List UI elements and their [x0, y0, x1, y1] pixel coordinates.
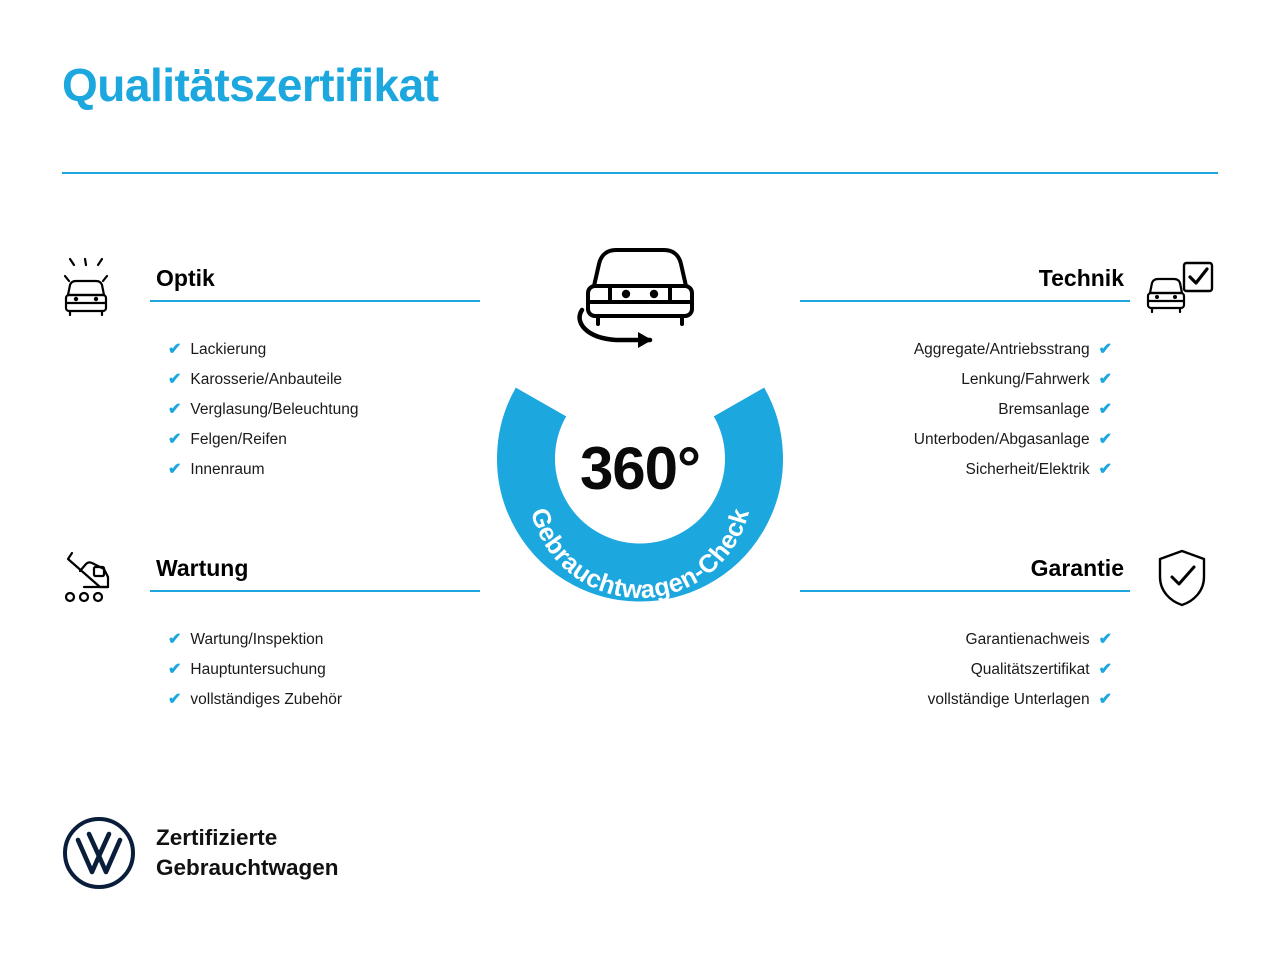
footer-text [156, 823, 339, 883]
section-technik [800, 255, 1220, 485]
check-icon: ✔ [168, 631, 182, 648]
section-garantie-title: Garantie [1030, 555, 1124, 582]
right-column [800, 255, 1220, 715]
section-technik-divider [800, 300, 1130, 302]
list-item-label: Unterboden/Abgasanlage [913, 431, 1090, 448]
list-item [808, 455, 1112, 485]
list-item [808, 335, 1112, 365]
section-wartung-divider [150, 590, 480, 592]
list-item [168, 335, 472, 365]
check-ring [480, 308, 800, 628]
car-checklist-icon [1144, 257, 1220, 319]
list-item-label: Bremsanlage [998, 401, 1090, 418]
list-item-label: Lenkung/Fahrwerk [961, 371, 1090, 388]
section-wartung-title-wrap [150, 556, 480, 599]
list-item [808, 365, 1112, 395]
section-technik-title: Technik [1038, 265, 1124, 292]
vw-logo [62, 816, 136, 890]
check-icon: ✔ [168, 691, 182, 708]
list-item-label: vollständige Unterlagen [927, 691, 1090, 708]
list-item-label: Qualitätszertifikat [970, 661, 1090, 678]
footer [62, 816, 339, 890]
list-item [168, 685, 472, 715]
section-optik-header [60, 255, 480, 321]
section-wartung-title: Wartung [156, 555, 249, 582]
shield-check-icon [1144, 547, 1220, 609]
section-optik-divider [150, 300, 480, 302]
check-icon: ✔ [168, 461, 182, 478]
left-column [60, 255, 480, 715]
list-item-label: Karosserie/Anbauteile [190, 371, 343, 388]
check-icon: ✔ [1098, 631, 1112, 648]
section-technik-header [800, 255, 1220, 321]
list-item-label: vollständiges Zubehör [190, 691, 343, 708]
list-item-label: Verglasung/Beleuchtung [190, 401, 359, 418]
section-optik-items [60, 335, 480, 485]
check-icon: ✔ [168, 431, 182, 448]
list-item-label: Felgen/Reifen [190, 431, 287, 448]
list-item-label: Lackierung [190, 341, 267, 358]
section-garantie-divider [800, 590, 1130, 592]
car-lift-ramp-icon [60, 547, 136, 609]
list-item-label: Aggregate/Antriebsstrang [913, 341, 1090, 358]
list-item-label: Wartung/Inspektion [190, 631, 324, 648]
list-item [808, 655, 1112, 685]
section-garantie [800, 545, 1220, 715]
list-item [168, 455, 472, 485]
list-item [168, 425, 472, 455]
section-optik-title-wrap [150, 266, 480, 309]
center-badge [462, 240, 818, 640]
title-divider [62, 172, 1218, 174]
check-icon: ✔ [1098, 341, 1112, 358]
check-icon: ✔ [1098, 691, 1112, 708]
section-optik-title: Optik [156, 265, 215, 292]
degrees-label: 360° [579, 434, 701, 502]
list-item [168, 655, 472, 685]
page-title: Qualitätszertifikat [62, 59, 439, 111]
car-front-shine-icon [60, 257, 136, 319]
check-icon: ✔ [168, 401, 182, 418]
list-item [808, 625, 1112, 655]
arc-label-text: Gebrauchtwagen-Check [524, 504, 756, 605]
list-item-label: Sicherheit/Elektrik [965, 461, 1090, 478]
section-wartung-header [60, 545, 480, 611]
section-optik [60, 255, 480, 485]
check-icon: ✔ [1098, 461, 1112, 478]
list-item [808, 425, 1112, 455]
section-garantie-title-wrap [800, 556, 1130, 599]
list-item [808, 395, 1112, 425]
section-technik-items [800, 335, 1220, 485]
footer-line-2: Gebrauchtwagen [156, 855, 339, 880]
section-wartung-items [60, 625, 480, 715]
check-icon: ✔ [168, 341, 182, 358]
footer-line-1: Zertifizierte [156, 825, 278, 851]
list-item-label: Innenraum [190, 461, 265, 478]
section-garantie-header [800, 545, 1220, 611]
list-item [808, 685, 1112, 715]
section-garantie-items [800, 625, 1220, 715]
section-wartung [60, 545, 480, 715]
list-item-label: Hauptuntersuchung [190, 661, 326, 678]
list-item [168, 625, 472, 655]
check-icon: ✔ [168, 661, 182, 678]
section-technik-title-wrap [800, 266, 1130, 309]
check-icon: ✔ [1098, 401, 1112, 418]
list-item [168, 365, 472, 395]
check-icon: ✔ [1098, 431, 1112, 448]
check-icon: ✔ [1098, 661, 1112, 678]
check-icon: ✔ [1098, 371, 1112, 388]
check-icon: ✔ [168, 371, 182, 388]
list-item [168, 395, 472, 425]
list-item-label: Garantienachweis [965, 631, 1090, 648]
